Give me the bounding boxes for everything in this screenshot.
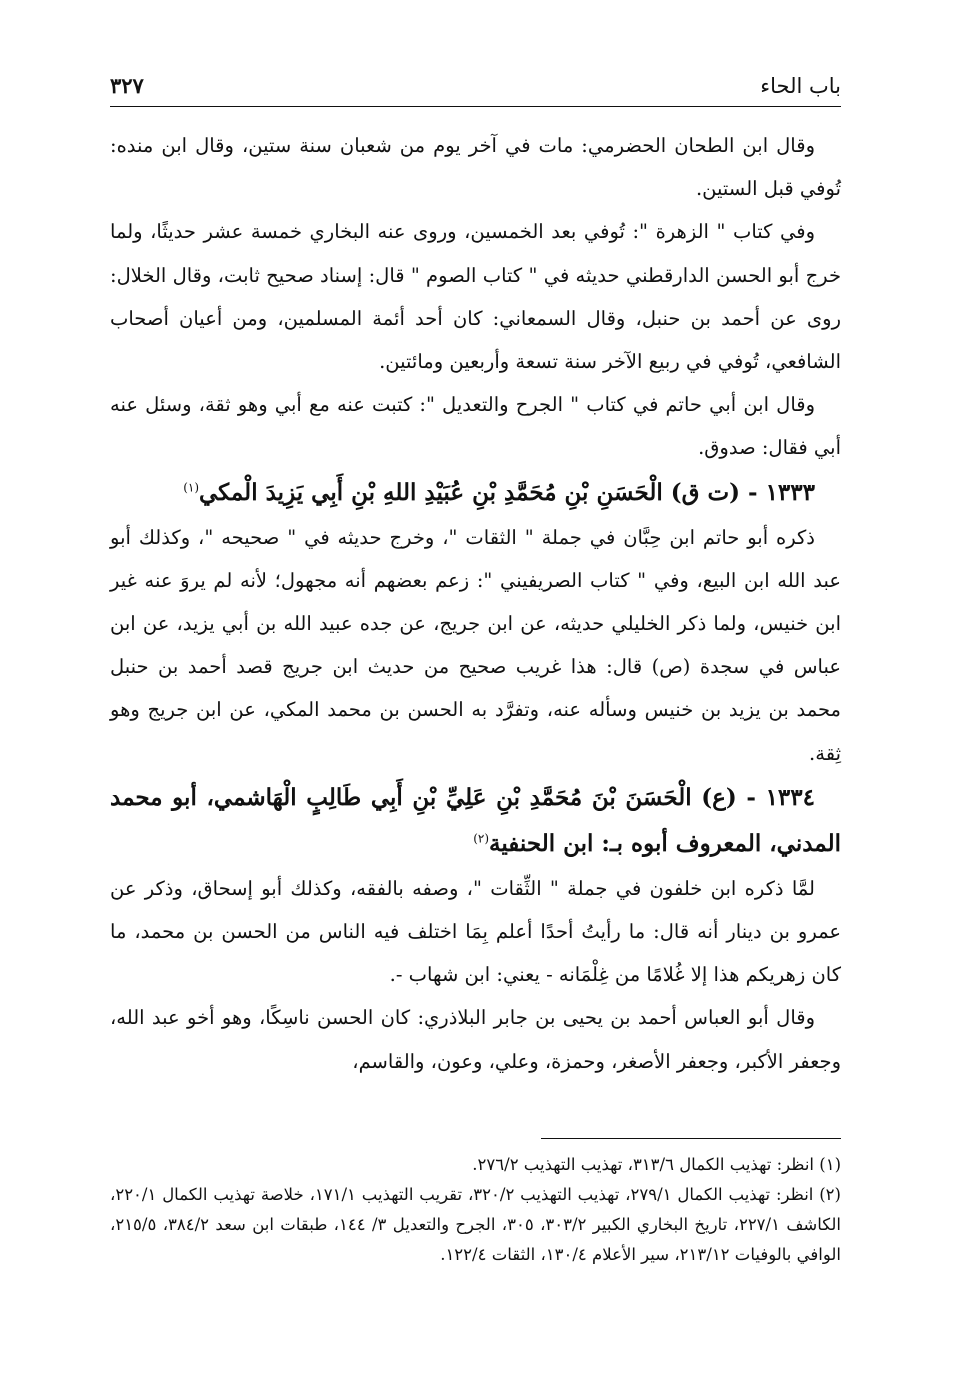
paragraph: وقال ابن أبي حاتم في كتاب " الجرح والتعديل ": كتبت عنه مع أبي وهو ثقة، وسئل عنه أبي فقال: صدوق. <box>110 393 841 460</box>
footnote-marker: (٢) <box>473 831 490 846</box>
paragraph: وقال ابن الطحان الحضرمي: مات في آخر يوم من شعبان سنة ستين، وقال ابن منده: تُوفي قبل الستين. <box>110 134 841 201</box>
entry-heading-text: ١٣٣٣ - (ت ق) الْحَسَنِ بْنِ مُحَمَّدِ بْنِ عُبَيْدِ اللهِ بْنِ أَبِي يَزِيدَ الْمكي <box>199 478 815 506</box>
entry-text: وقال أبو العباس أحمد بن يحيى بن جابر البلاذري: كان الحسن ناسِكًا، وهو أخو عبد الله، وجعفر الأكبر، وجعفر الأصغر، وحمزة، وعلي، وعون، والقاسم، <box>110 1006 841 1073</box>
footnotes <box>110 1150 841 1270</box>
footnote-marker: (١) <box>183 479 200 494</box>
entry-heading-1333 <box>110 470 841 516</box>
entry-text: ذكره أبو حاتم ابن حِبَّان في جملة " الثقات "، وخرج حديثه في " صحيحه "، وكذلك أبو عبد الله ابن البيع، وفي " كتاب الصريفيني ": زعم بعضهم أنه مجهول؛ لأنه لم يروَ عنه غير ابن خنيس، ولما ذكر الخليلي حديثه، عن ابن جريج، عن جده عبيد الله بن أبي يزيد، عن ابن عباس في سجدة (ص) قال: هذا غريب صحيح من حديث ابن جريج قصد أحمد بن حنبل محمد بن يزيد بن خنيس وسأله عنه، وتفرَّد به الحسن بن محمد المكي، عن ابن جريج وهو ثِقة. <box>110 525 841 765</box>
page-header <box>110 66 841 107</box>
paragraph: وفي كتاب " الزهرة ": تُوفي بعد الخمسين، وروى عنه البخاري خمسة عشر حديثًا، ولما خرج أبو الحسن الدارقطني حديثه في " كتاب الصوم " قال: إسناد صحيح ثابت، وقال الخلال: روى عن أحمد بن حنبل، وقال السمعاني: كان أحد أئمة المسلمين، ومن أعيان أصحاب الشافعي، تُوفي في ربيع الآخر سنة تسعة وأربعين ومائتين. <box>110 220 841 374</box>
footnote-1: (١) انظر: تهذيب الكمال ٣١٣/٦، تهذيب التهذيب ٢٧٦/٢. <box>472 1155 841 1174</box>
entry-text: لمَّا ذكره ابن خلفون في جملة " الثِّقات "، وصفه بالفقه، وكذلك أبو إسحاق، وذكر عن عمرو بن دينار أنه قال: ما رأيتُ أحدًا أعلم بِمَا اختلف فيه الناس من الحسن بن محمد، ما كان زهريكم هذا إلا غُلامًا من غِلْمَانه - يعني: ابن شهاب -. <box>110 876 841 987</box>
chapter-title: باب الحاء <box>760 74 841 98</box>
entry-heading-1334 <box>110 775 841 867</box>
footnote-divider <box>541 1138 841 1139</box>
page-number: ٣٢٧ <box>110 73 144 98</box>
page-body <box>110 124 841 1083</box>
footnote-2: (٢) انظر: تهذيب الكمال ٢٧٩/١، تهذيب التهذيب ٣٢٠/٢، تقريب التهذيب ١٧١/١، خلاصة تهذيب الكمال ٢٢٠/١، الكاشف ٢٢٧/١، تاريخ البخاري الكبير ٣٠٣/٢، ٣٠٥، الجرح والتعديل ٣/ ١٤٤، طبقات ابن سعد ٣٨٤/٢، ٢١٥/٥، الوافي بالوفيات ٢١٣/١٢، سير الأعلام ١٣٠/٤، الثقات ١٢٢/٤. <box>110 1185 841 1264</box>
entry-heading-text: ١٣٣٤ - (ع) الْحَسَنَ بْنَ مُحَمَّدِ بْنِ عَلِيِّ بْنِ أَبِي طَالِبٍ الْهَاشمي، أبو محمد المدني، المعروف أبوه بـ: ابن الحنفية <box>110 783 841 857</box>
